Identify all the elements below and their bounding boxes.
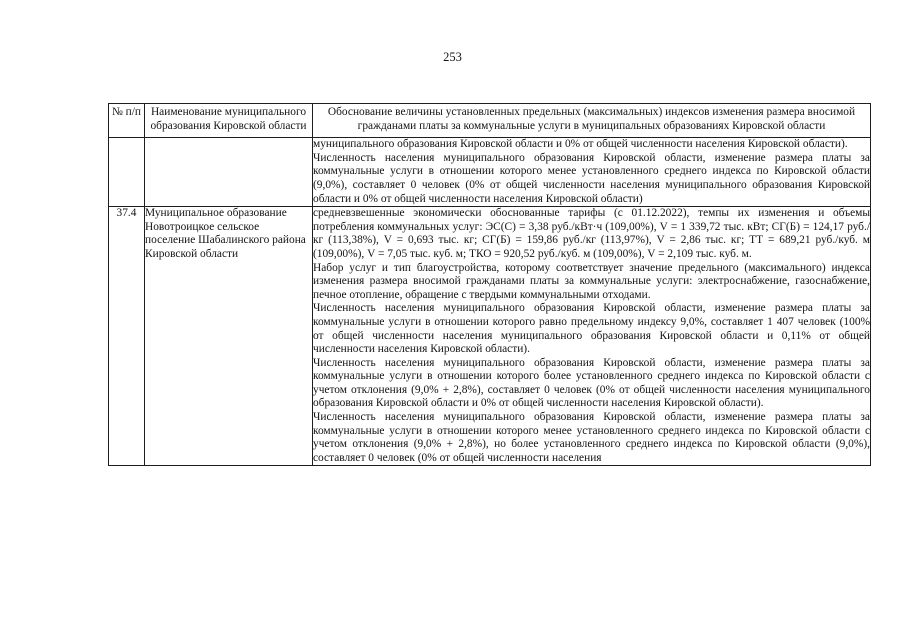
row-number-cell [109, 138, 145, 207]
table-row-37-4 [109, 207, 871, 466]
table-row-continuation [109, 138, 871, 207]
row-number-cell: 37.4 [109, 207, 145, 466]
justification-paragraph: Численность населения муниципального образования Кировской области, изменение размера платы за коммунальные услуги в отношении которого более установленного среднего индекса по Кировской области с учетом отклонения (9,0% + 2,8%), составляет 0 человек (0% от общей численности населения муниципального образования Кировской области и 0% от общей численности населения Кировской области). [313, 356, 870, 410]
justification-paragraph: Численность населения муниципального образования Кировской области, изменение размера платы за коммунальные услуги в отношении которого менее установленного среднего индекса по Кировской области с учетом отклонения (9,0% + 2,8%), но более установленного среднего индекса по Кировской области (9,0%), составляет 0 человек (0% от общей численности населения [313, 411, 870, 464]
justification-cell [313, 138, 871, 207]
page-number: 253 [443, 50, 462, 64]
header-municipality-name: Наименование муниципального образования Кировской области [145, 104, 313, 138]
justification-paragraph: Численность населения муниципального образования Кировской области, изменение размера платы за коммунальные услуги в отношении которого равно предельному индексу 9,0%, составляет 1 407 человек (100% от общей численности населения муниципального образования Кировской области и 0,11% от общей численности населения Кировской области). [313, 302, 870, 356]
municipality-name-cell: Муниципальное образование Новотроицкое сельское поселение Шабалинского района Кировской области [145, 207, 313, 466]
justification-cell [313, 207, 871, 466]
header-justification: Обоснование величины установленных предельных (максимальных) индексов изменения размера вносимой гражданами платы за коммунальные услуги в муниципальных образованиях Кировской области [313, 104, 871, 138]
justification-paragraph: Набор услуг и тип благоустройства, которому соответствует значение предельного (максимального) индекса изменения размера вносимой гражданами платы за коммунальные услуги: электроснабжение, газоснабжение, печное отопление, обращение с твердыми коммунальными отходами. [313, 261, 870, 301]
justification-paragraph: Численность населения муниципального образования Кировской области, изменение размера платы за коммунальные услуги в отношении которого менее установленного среднего индекса по Кировской области (9,0%), составляет 0 человек (0% от общей численности населения муниципального образования Кировской области и 0% от общей численности населения Кировской области) [313, 151, 870, 205]
justification-paragraph: средневзвешенные экономически обоснованные тарифы (с 01.12.2022), темпы их изменения и объемы потребления коммунальных услуг: ЭС(С) = 3,38 руб./кВт·ч (109,00%), V = 1 339,72 тыс. кВт; СГ(Б) = 124,17 руб./кг (113,38%), V = 0,693 тыс. кг; СГ(Б) = 159,86 руб./кг (113,97%), V = 2,86 тыс. кг; ТТ = 689,21 руб./куб. м (109,00%), V = 7,05 тыс. куб. м; ТКО = 920,52 руб./куб. м (109,00%), V = 2,109 тыс. куб. м. [313, 207, 870, 260]
justification-paragraph: муниципального образования Кировской области и 0% от общей численности населения Кировской области). [313, 138, 848, 151]
table-header-row [109, 104, 871, 138]
indices-table [108, 103, 871, 466]
header-number: № п/п [109, 104, 145, 138]
municipality-name-cell [145, 138, 313, 207]
